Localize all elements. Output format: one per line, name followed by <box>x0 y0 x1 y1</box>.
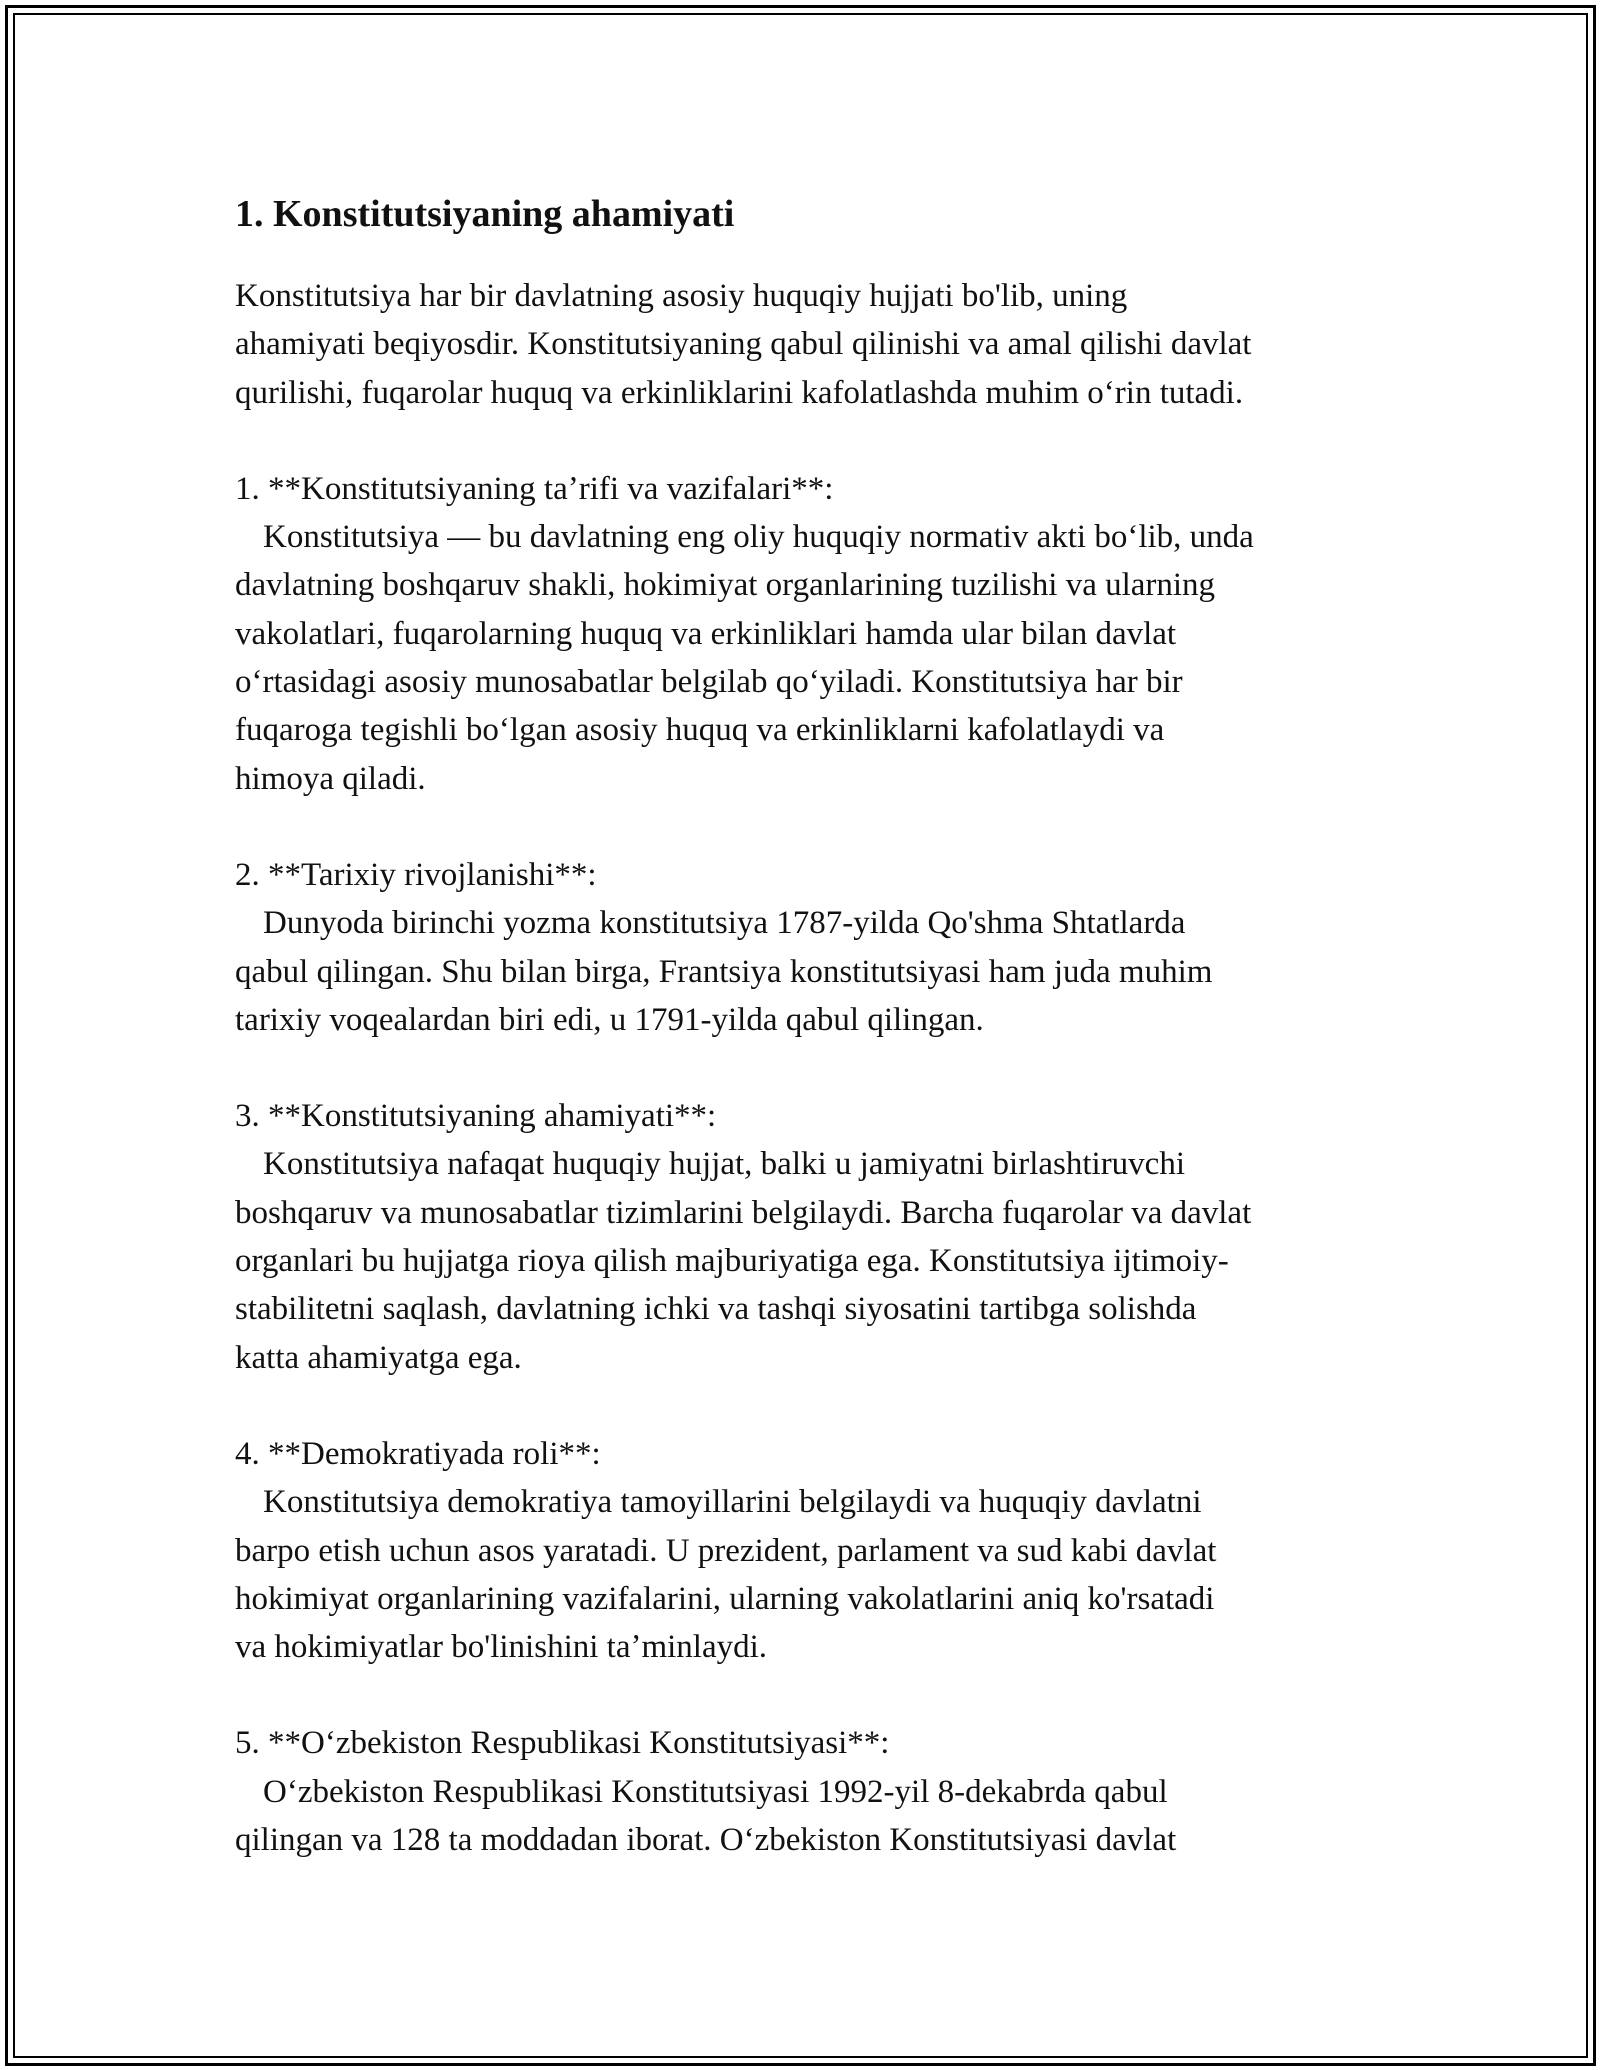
section-heading: 4. **Demokratiyada roli**: <box>235 1435 601 1472</box>
section-heading: 5. **Oʻzbekiston Respublikasi Konstitutsiyasi**: <box>235 1725 890 1762</box>
document-title: 1. Konstitutsiyaning ahamiyati <box>235 193 735 235</box>
intro-line: qurilishi, fuqarolar huquq va erkinliklarini kafolatlashda muhim oʻrin tutadi. <box>235 374 1244 411</box>
intro-paragraph <box>235 272 1385 417</box>
section-line: boshqaruv va munosabatlar tizimlarini belgilaydi. Barcha fuqarolar va davlat <box>235 1194 1252 1231</box>
section-5 <box>235 1719 1385 1864</box>
section-line: hokimiyat organlarining vazifalarini, ularning vakolatlarini aniq ko'rsatadi <box>235 1580 1215 1617</box>
section-line: Konstitutsiya — bu davlatning eng oliy huquqiy normativ akti boʻlib, unda <box>263 519 1254 556</box>
intro-line: Konstitutsiya har bir davlatning asosiy huquqiy hujjati bo'lib, uning <box>235 278 1128 314</box>
section-2 <box>235 851 1385 1044</box>
section-line: katta ahamiyatga ega. <box>235 1339 522 1376</box>
section-3 <box>235 1092 1385 1382</box>
section-heading: 2. **Tarixiy rivojlanishi**: <box>235 856 597 893</box>
section-line: va hokimiyatlar bo'linishini taʼminlaydi. <box>235 1629 768 1666</box>
section-line: davlatning boshqaruv shakli, hokimiyat organlarining tuzilishi va ularning <box>235 567 1216 604</box>
section-line: tarixiy voqealardan biri edi, u 1791-yilda qabul qilingan. <box>235 1001 984 1038</box>
section-line: Konstitutsiya demokratiya tamoyillarini belgilaydi va huquqiy davlatni <box>263 1484 1202 1521</box>
section-line: fuqaroga tegishli boʻlgan asosiy huquq va erkinliklarni kafolatlaydi va <box>235 712 1165 749</box>
section-line: oʻrtasidagi asosiy munosabatlar belgilab qoʻyiladi. Konstitutsiya har bir <box>235 664 1183 701</box>
section-line: qilingan va 128 ta moddadan iborat. Oʻzbekiston Konstitutsiyasi davlat <box>235 1822 1177 1859</box>
section-line: vakolatlari, fuqarolarning huquq va erkinliklari hamda ular bilan davlat <box>235 615 1177 652</box>
section-line: organlari bu hujjatga rioya qilish majburiyatiga ega. Konstitutsiya ijtimoiy- <box>235 1243 1229 1280</box>
section-heading: 1. **Konstitutsiyaning taʼrifi va vazifalari**: <box>235 470 834 507</box>
section-line: Oʻzbekiston Respublikasi Konstitutsiyasi 1992-yil 8-dekabrda qabul <box>263 1773 1168 1810</box>
document-page <box>235 186 1385 1912</box>
intro-line: ahamiyati beqiyosdir. Konstitutsiyaning qabul qilinishi va amal qilishi davlat <box>235 326 1252 363</box>
section-heading: 3. **Konstitutsiyaning ahamiyati**: <box>235 1098 717 1135</box>
section-line: barpo etish uchun asos yaratadi. U prezident, parlament va sud kabi davlat <box>235 1532 1217 1569</box>
section-line: himoya qiladi. <box>235 760 426 797</box>
section-line: qabul qilingan. Shu bilan birga, Frantsiya konstitutsiyasi ham juda muhim <box>235 953 1213 990</box>
section-line: Konstitutsiya nafaqat huquqiy hujjat, balki u jamiyatni birlashtiruvchi <box>263 1146 1186 1183</box>
section-line: stabilitetni saqlash, davlatning ichki va tashqi siyosatini tartibga solishda <box>235 1291 1197 1328</box>
section-line: Dunyoda birinchi yozma konstitutsiya 1787-yilda Qo'shma Shtatlarda <box>263 905 1186 942</box>
section-1 <box>235 465 1385 803</box>
section-4 <box>235 1430 1385 1671</box>
